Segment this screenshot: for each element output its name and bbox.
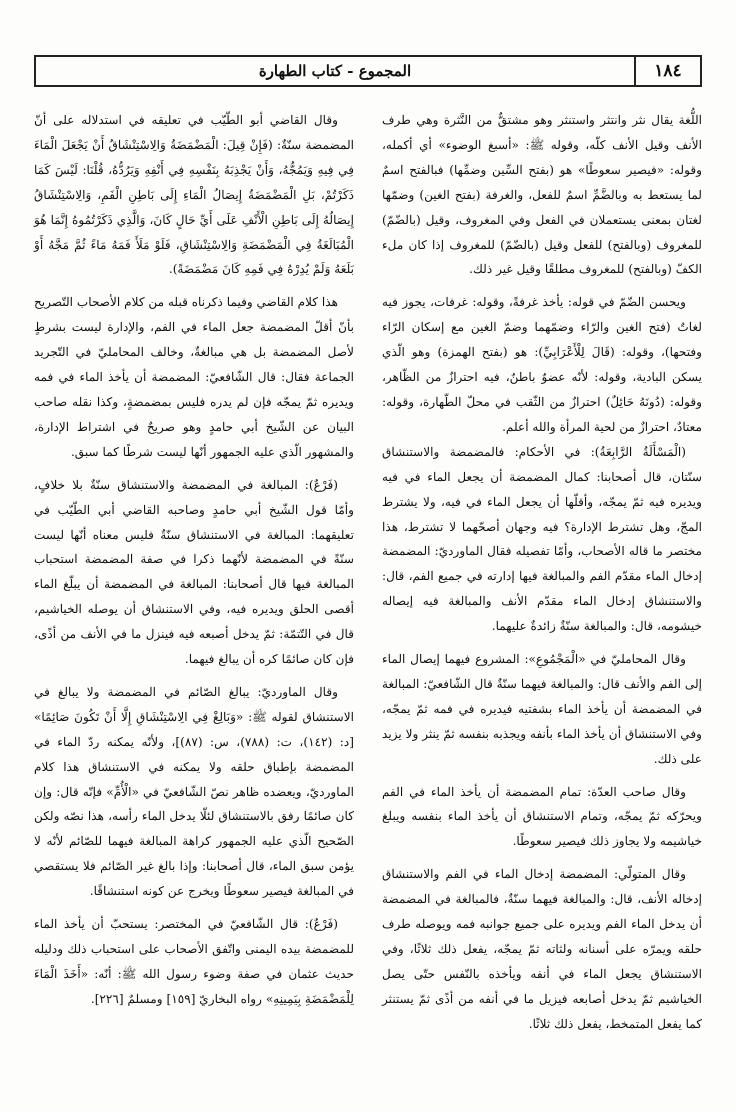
- page-header: [34, 55, 702, 87]
- paragraph: (الْمَسْأَلَةُ الرَّابِعَةُ): في الأحكام: فالمضمضة والاستنشاق سنّتان، قال أصحابنا: كمال المضمضة أن يجعل الماء في فيه ويديره فيه ثمّ يمجّه، وأقلّها أن يجعل الماء في فيه، ولا يشترط المجّ، وهل تشترط الإدارة؟ فيه وجهان أصحّهما لا تشترط، هذا مختصر ما قاله الأصحاب، وأمّا تفصيله فقال الماورديّ: المضمضة إدخال الماء مقدّم الفم والمبالغة فيها إدارته في جميع الفم، قال: والاستنشاق إدخال الماء مقدّم الأنف والمبالغة فيه إيصاله خيشومه، قال: والمبالغة سنّةٌ زائدةٌ عليهما.: [382, 444, 702, 634]
- paragraph: وقال الماورديّ: يبالغ الصّائم في المضمضة ولا يبالغ في الاستنشاق لقوله ﷺ: «وَبَالِغْ فِي الِاسْتِنْشَاقِ إِلَّا أَنْ تَكُونَ صَائِمًا» [د: (١٤٢)، ت: (٧٨٨)، س: (٨٧)]، ولأنّه يمكنه ردّ الماء في المضمضة بإطباق حلقه ولا يمكنه في الاستنشاق هذا كلام الماورديّ، ويعضده ظاهر نصّ الشّافعيّ في «الْأُمِّ» فإنّه قال: وإن كان صائمًا رفق بالاستنشاق لئلّا يدخل الماء رأسه، هذا نصّه ولكن الصّحيح الّذي عليه الجمهور كراهة المبالغة فيهما للصّائم لأنّه لا يؤمن سبق الماء، قال أصحابنا: وإذا بالغ غير الصّائم فلا يستقصي في المبالغة فيصير سعوطًا ويخرج عن كونه استنشاقًا.: [34, 684, 354, 899]
- paragraph: ويحسن الضّمّ في قوله: يأخذ غرفةً، وقوله: غرفات، يجوز فيه لغاتٌ (فتح الغين والرّاء وضمّهما وضمّ الغين مع إسكان الرّاء وفتحها)، وقوله: (قَالَ لِلْأَعْرَابِيِّ): هو (بفتح الهمزة) وهو الّذي يسكن البادية، وقوله: لأنّه عضوٌ باطنٌ، فيه احترازٌ من الظّاهر، وقوله: (دُونَهُ حَائِلٌ) احترازٌ من الثّقب في محلّ الطّهارة، وقوله: معتادٌ، احترازٌ من لحية المرأة والله أعلم.: [382, 295, 702, 434]
- paragraph: هذا كلام القاضي وفيما ذكرناه قبله من كلام الأصحاب التّصريح بأنّ أقلّ المضمضة جعل الماء في الفم، والإدارة ليست بشرطٍ لأصل المضمضة بل هي مبالغةٌ، وخالف المحامليّ في التّجريد الجماعة فقال: قال الشّافعيّ: المضمضة أن يأخذ الماء في فمه ويديره ثمّ يمجّه فإن لم يدره فليس بمضمضةٍ، وكذا نقله صاحب البيان عن الشّيخ أبي حامدٍ وهو صريحٌ في اشتراط الإدارة، والمشهور الّذي عليه الجمهور أنّها ليست شرطًا كما سبق.: [34, 295, 354, 459]
- paragraph: (فَرْعٌ): المبالغة في المضمضة والاستنشاق سنّةٌ بلا خلافٍ، وأمّا قول الشّيخ أبي حامدٍ وصاحبه القاضي أبي الطّيّب في تعليقهما: المبالغة في الاستنشاق سنّةٌ فليس معناه أنّها ليست سنّةً في المضمضة لأنّهما ذكرا في صفة المضمضة استحباب المبالغة فيها قال أصحابنا: المبالغة في المضمضة أن يبلّغ الماء أقصى الحلق ويديره فيه، وفي الاستنشاق أن يوصله الخياشيم، قال في التّتمّة: ثمّ يدخل أصبعه فيه فينزل ما في الأنف من أذًى، فإن كان صائمًا كره أن يبالغ فيهما.: [34, 477, 354, 667]
- paragraph: وقال صاحب العدّة: تمام المضمضة أن يأخذ الماء في الفم ويحرّكه ثمّ يمجّه، وتمام الاستنشاق أن يأخذ الماء بنفسه ويبلغ خياشيمه ولا يجاوز ذلك فيصير سعوطًا.: [382, 784, 702, 849]
- running-title: المجموع - كتاب الطهارة: [258, 62, 412, 80]
- paragraph: اللُّغة يقال نثر وانتثر واستنثر وهو مشتقٌّ من النَّثرة وهي طرف الأنف وقيل الأنف كلّه، وقوله ﷺ: «أسبغ الوضوء» أي أكمله، وقوله: «فيصير سعوطًا» هو (بفتح السِّين وضمِّها) فبالفتح اسمٌ لما يستعط به وبالضَّمِّ اسمٌ للفعل، والغرفة (بفتح الغين) وضمّها لغتان بمعنى يستعملان في الفعل وفي المغروف، وقيل (بالضّمّ) للمغروف (وبالفتح) للفعل وقيل (بالضّمّ) للمغروف إذا كان ملء الكفّ (وبالفتح) للمغروف مطلقًا وقيل غير ذلك.: [382, 113, 702, 277]
- right-text-column: [382, 108, 702, 1037]
- paragraph: (فَرْعٌ): قال الشّافعيّ في المختصر: يستحبّ أن يأخذ الماء للمضمضة بيده اليمنى واتّفق الأصحاب على استحباب ذلك ودليله حديث عثمان في صفة وضوء رسول الله ﷺ: أنّه: «أَخَذَ الْمَاءَ لِلْمَضْمَضَةِ بِيَمِينِهِ» رواه البخاريّ [١٥٩] ومسلمٌ [٢٢٦].: [34, 917, 354, 1006]
- paragraph: وقال المتولّي: المضمضة إدخال الماء في الفم والاستنشاق إدخاله الأنف، قال: والمبالغة فيهما سنّةٌ، فالمبالغة في المضمضة أن يدخل الماء الفم ويديره على جميع جوانبه فمه ويوصله طرف حلقه ويمرّه على أسنانه ولثاته ثمّ يمجّه، يفعل ذلك ثلاثًا، وفي الاستنشاق يجعل الماء في أنفه ويأخذه بالنّفس حتّى يصل الخياشيم ثمّ يدخل أصابعه فيزيل ما في أنفه من أذًى ثمّ يستنثر كما يفعل المتمخط، يفعل ذلك ثلاثًا.: [382, 867, 702, 1031]
- paragraph: وقال القاضي أبو الطّيّب في تعليقه في استدلاله على أنّ المضمضة سنّةٌ: (فَإِنْ قِيلَ: الْمَضْمَضَةُ وَالِاسْتِنْشَاقُ أَنْ يَجْعَلَ الْمَاءَ فِي فِيهِ وَيَمُجُّهُ، وَأَنْ يَجْذِبَهُ بِنَفْسِهِ فِي أَنْفِهِ وَيَرُدُّهُ، قُلْنَا: لَيْسَ كَمَا ذَكَرْتُمْ، بَلِ الْمَضْمَضَةُ إِيصَالُ الْمَاءِ إِلَى بَاطِنِ الْفَمِ، وَالِاسْتِنْشَاقُ إِيصَالُهُ إِلَى بَاطِنِ الْأَنْفِ عَلَى أَيِّ حَالٍ كَانَ، وَالَّذِي ذَكَرْتُمُوهُ إِنَّمَا هُوَ الْمُبَالَغَةُ فِي الْمَضْمَضَةِ وَالِاسْتِنْشَاقِ، فَلَوْ مَلَأَ فَمَهُ مَاءً ثُمَّ مَجَّهُ أَوْ بَلَعَهُ وَلَمْ يُدِرْهُ فِي فَمِهِ كَانَ مَضْمَضَةً).: [34, 113, 354, 277]
- left-text-column: [34, 108, 354, 1012]
- page-number: ١٨٤: [634, 57, 700, 85]
- paragraph: وقال المحامليّ في «الْمَجْمُوعِ»: المشروع فيهما إيصال الماء إلى الفم والأنف قال: والمبالغة فيهما سنّةٌ قال الشّافعيّ: المبالغة في المضمضة أن يأخذ الماء بشفتيه فيديره في فمه ثمّ يمجّه، وفي الاستنشاق أن يأخذ الماء بأنفه ويجذبه بنفسه ثمّ ينثر ولا يزيد على ذلك.: [382, 652, 702, 766]
